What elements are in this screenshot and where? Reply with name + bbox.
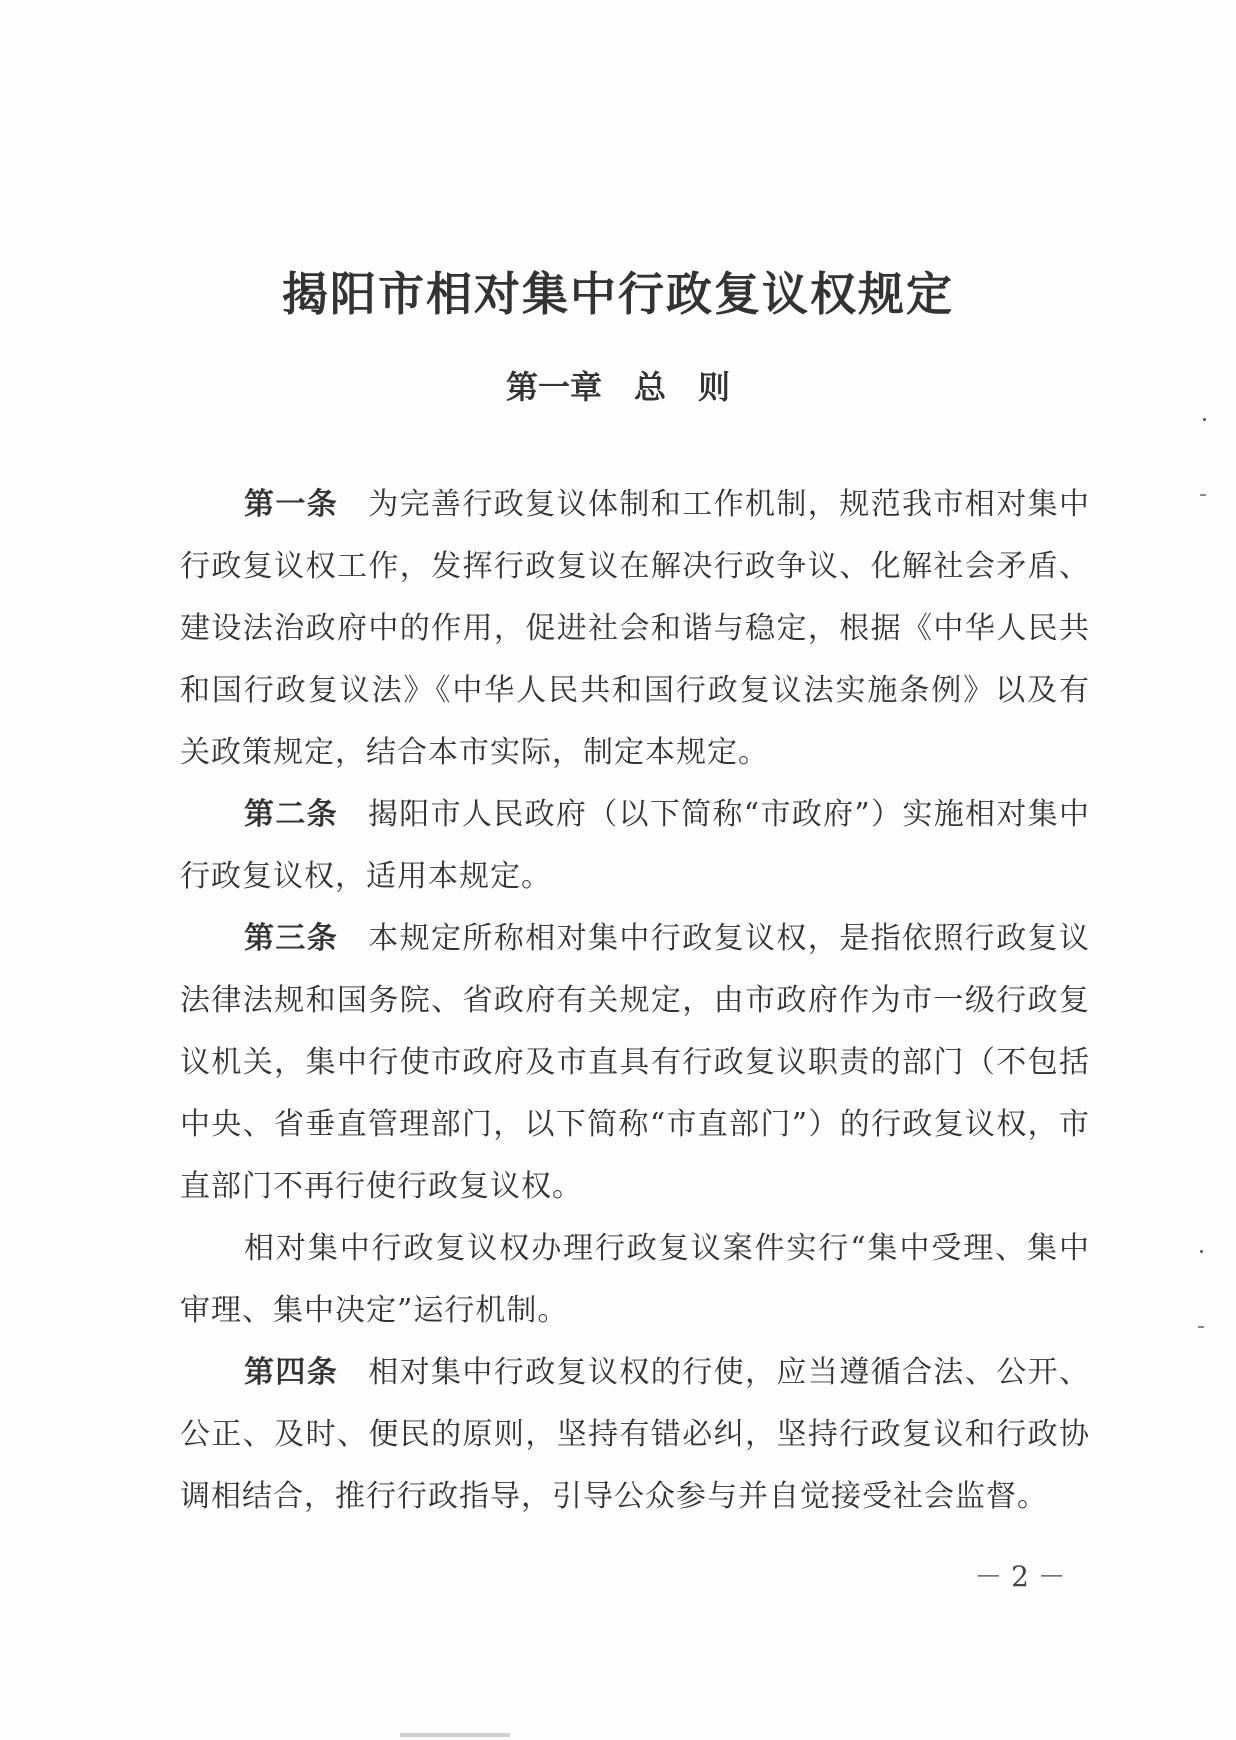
article-text: 揭阳市人民政府（以下简称“市政府”）实施相对集中行政复议权，适用本规定。 [180, 797, 1090, 894]
article-label: 第三条 [244, 921, 339, 956]
article-paragraph [180, 1218, 1090, 1342]
scan-speck [1200, 494, 1206, 496]
article-text: 相对集中行政复议权的行使，应当遵循合法、公开、公正、及时、便民的原则，坚持有错必纠，坚持行政复议和行政协调相结合，推行行政指导，引导公众参与并自觉接受社会监督。 [180, 1355, 1091, 1514]
document-body [180, 474, 1090, 1528]
article-text: 本规定所称相对集中行政复议权，是指依照行政复议法律法规和国务院、省政府有关规定，由市政府作为市一级行政复议机关，集中行使市政府及市直具有行政复议职责的部门（不包括中央、省垂直管理部门，以下简称“市直部门”）的行政复议权，市直部门不再行使行政复议权。 [180, 921, 1091, 1204]
scan-speck [1200, 1250, 1203, 1253]
article-text: 相对集中行政复议权办理行政复议案件实行“集中受理、集中审理、集中决定”运行机制。 [180, 1231, 1090, 1328]
article-label: 第一条 [244, 487, 339, 522]
scan-speck [1198, 1326, 1204, 1328]
article-paragraph [180, 1342, 1090, 1528]
article-paragraph [180, 784, 1090, 908]
article-label: 第二条 [244, 797, 338, 832]
scan-speck [1203, 418, 1206, 421]
page-number: － 2 － [974, 1560, 1066, 1593]
article-label: 第四条 [244, 1355, 339, 1390]
article-paragraph [180, 908, 1090, 1218]
scan-edge-mark [400, 1733, 510, 1737]
chapter-heading: 第一章 总 则 [505, 368, 730, 406]
document-title: 揭阳市相对集中行政复议权规定 [282, 267, 954, 321]
article-text: 为完善行政复议体制和工作机制，规范我市相对集中行政复议权工作，发挥行政复议在解决行政争议、化解社会矛盾、建设法治政府中的作用，促进社会和谐与稳定，根据《中华人民共和国行政复议法》《中华人民共和国行政复议法实施条例》以及有关政策规定，结合本市实际，制定本规定。 [180, 487, 1091, 770]
article-paragraph [180, 474, 1090, 784]
